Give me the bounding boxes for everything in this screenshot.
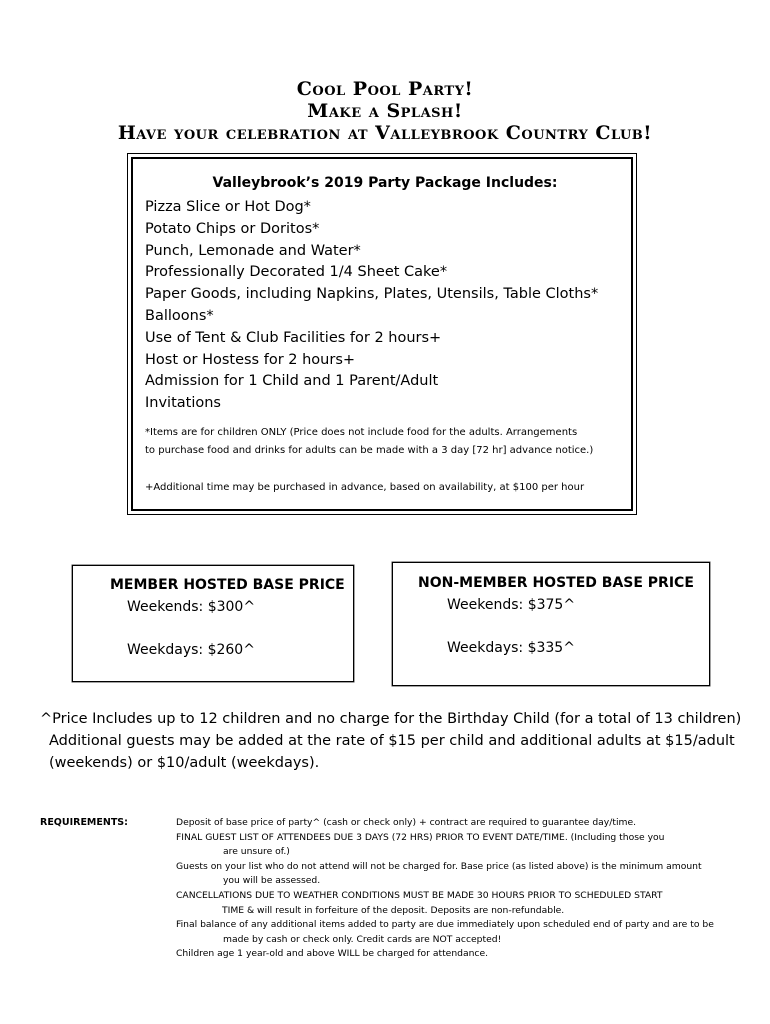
- title-line-3: Have your celebration at Valleybrook Country Club!: [117, 122, 653, 144]
- member-weekdays-price: Weekdays: $260^: [127, 642, 255, 658]
- disclaimer-line-1: ^Price Includes up to 12 children and no charge for the Birthday Child (for a total of 13 children): [40, 711, 742, 727]
- requirement-item: [176, 860, 736, 889]
- package-item: Balloons*: [145, 307, 214, 324]
- requirements-label: REQUIREMENTS:: [40, 817, 128, 828]
- nonmember-price-title: NON-MEMBER HOSTED BASE PRICE: [418, 575, 694, 591]
- requirement-text: CANCELLATIONS DUE TO WEATHER CONDITIONS MUST BE MADE 30 HOURS PRIOR TO SCHEDULED START: [176, 889, 663, 901]
- package-box-inner: [131, 157, 633, 511]
- requirement-item: [176, 947, 736, 962]
- children-note-line-1: *Items are for children ONLY (Price does not include food for the adults. Arrangements: [145, 427, 578, 438]
- nonmember-weekdays-price: Weekdays: $335^: [447, 640, 575, 656]
- disclaimer-line-3: (weekends) or $10/adult (weekdays).: [49, 755, 320, 771]
- package-item: Punch, Lemonade and Water*: [145, 242, 361, 259]
- package-item: Paper Goods, including Napkins, Plates, Utensils, Table Cloths*: [145, 286, 599, 303]
- package-item: Use of Tent & Club Facilities for 2 hours+: [145, 329, 442, 346]
- package-box: [127, 153, 637, 515]
- price-disclaimer: [40, 708, 740, 774]
- nonmember-weekends-price: Weekends: $375^: [447, 597, 576, 613]
- title-line-1: Cool Pool Party!: [296, 78, 474, 100]
- children-only-note: [145, 424, 625, 460]
- requirement-item: [176, 816, 736, 831]
- requirement-text: Children age 1 year-old and above WILL be charged for attendance.: [176, 948, 489, 960]
- requirement-text: FINAL GUEST LIST OF ATTENDEES DUE 3 DAYS (72 HRS) PRIOR TO EVENT DATE/TIME. (Including those you: [176, 831, 665, 843]
- requirement-item: [176, 831, 736, 860]
- disclaimer-line-2: Additional guests may be added at the rate of $15 per child and additional adults at $15/adult: [49, 733, 735, 749]
- requirement-text: Guests on your list who do not attend will not be charged for. Base price (as listed above) is the minimum amount: [176, 860, 702, 872]
- package-item: Professionally Decorated 1/4 Sheet Cake*: [145, 264, 448, 281]
- member-price-box: [72, 565, 354, 682]
- package-items-list: [145, 197, 598, 415]
- requirement-item: [176, 918, 736, 947]
- requirement-continuation: are unsure of.): [223, 846, 290, 858]
- requirements-list: [176, 816, 736, 962]
- title-line-2: Make a Splash!: [307, 100, 463, 122]
- package-item: Admission for 1 Child and 1 Parent/Adult: [145, 373, 439, 390]
- package-item: Pizza Slice or Hot Dog*: [145, 199, 311, 215]
- requirement-text: Final balance of any additional items added to party are due immediately upon scheduled end of party and are to be: [176, 919, 714, 931]
- requirement-continuation: made by cash or check only. Credit cards are NOT accepted!: [223, 933, 502, 945]
- children-note-line-2: to purchase food and drinks for adults can be made with a 3 day [72 hr] advance notice.): [145, 445, 594, 456]
- requirement-continuation: TIME & will result in forfeiture of the deposit. Deposits are non-refundable.: [222, 904, 565, 916]
- additional-time-note: +Additional time may be purchased in advance, based on availability, at $100 per hour: [145, 482, 585, 493]
- member-weekends-price: Weekends: $300^: [127, 599, 256, 615]
- nonmember-price-box: [392, 562, 710, 686]
- package-item: Potato Chips or Doritos*: [145, 220, 320, 237]
- package-item: Invitations: [145, 395, 221, 412]
- package-heading: Valleybrook’s 2019 Party Package Includes:: [212, 175, 558, 191]
- requirement-text: Deposit of base price of party^ (cash or check only) + contract are required to guarantee day/time.: [176, 817, 637, 828]
- requirement-item: [176, 889, 736, 918]
- requirement-continuation: you will be assessed.: [223, 875, 321, 887]
- member-price-title: MEMBER HOSTED BASE PRICE: [110, 577, 345, 593]
- package-item: Host or Hostess for 2 hours+: [145, 351, 356, 368]
